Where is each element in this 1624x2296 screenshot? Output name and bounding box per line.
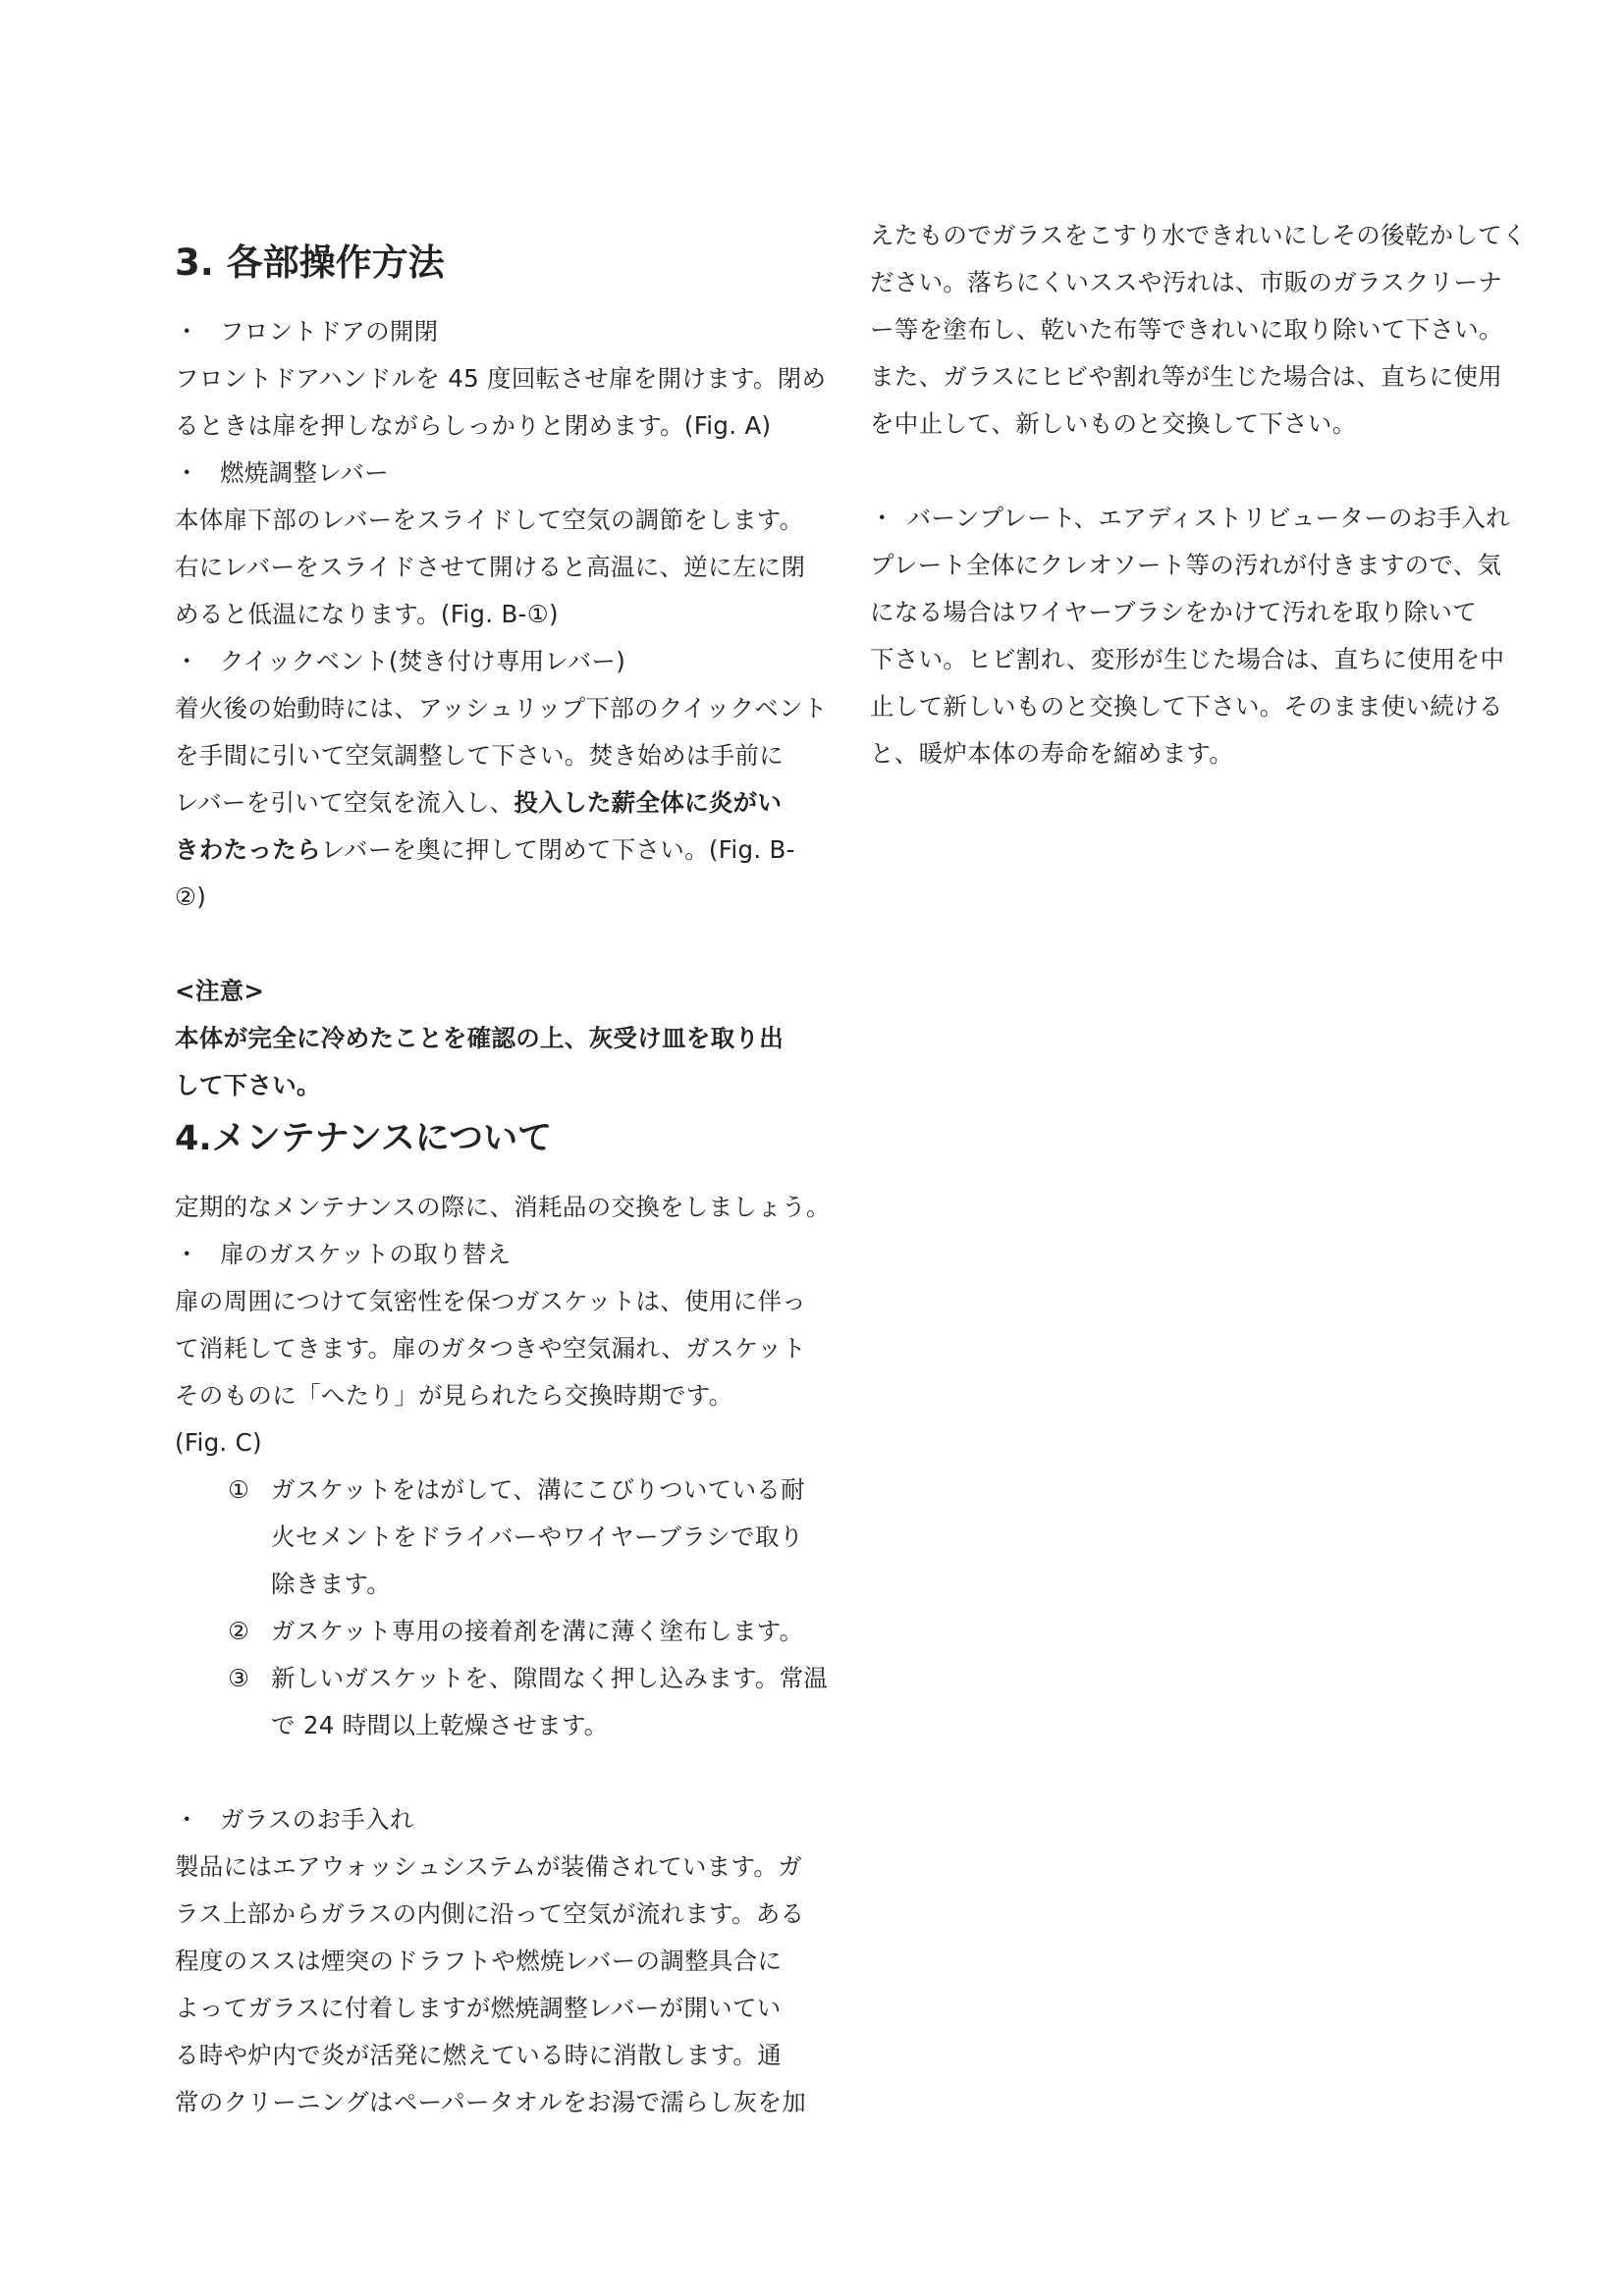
combustion-bullet [175,450,815,497]
glass-line-4: よってガラスに付着しますが燃焼調整レバーが開いてい [175,1994,782,2022]
step-number: ③ [228,1664,250,1692]
maintenance-intro: 定期的なメンテナンスの際に、消耗品の交換をしましょう。 [175,1193,831,1221]
combustion-line-1: 本体扉下部のレバーをスライドして空気の調節をします。 [175,506,804,534]
bullet-mark: ・ [175,317,199,346]
caution-line-2: して下さい。 [175,1071,321,1099]
step-3-line-2: で 24 時間以上乾燥させます。 [271,1711,609,1739]
gasket-line-2: て消耗してきます。扉のガタつきや空気漏れ、ガスケット [175,1334,807,1362]
quick-vent-line-3 [175,779,815,827]
glass-bullet [175,1796,815,1843]
quick-vent-line-5: ②) [175,882,207,911]
glass-cont-line-3: ー等を塗布し、乾いた布等できれいに取り除いて下さい。 [870,315,1503,344]
combustion-line-2: 右にレバーをスライドさせて開けると高温に、逆に左に閉 [175,553,806,581]
step-3-line-1: 新しいガスケットを、隙間なく押し込みます。常温 [271,1664,829,1692]
spacer [175,1749,815,1796]
glass-cont-line-2: ださい。落ちにくいススや汚れは、市販のガラスクリーナ [870,268,1503,296]
right-column [870,212,1527,777]
glass-line-2: ラス上部からガラスの内側に沿って空気が流れます。ある [175,1899,805,1928]
quick-vent-title: クイックベント(焚き付け専用レバー) [220,647,626,675]
front-door-line-1: フロントドアハンドルを 45 度回転させ扉を開けます。閉め [175,364,827,393]
bullet-mark: ・ [175,1240,199,1268]
step-2-line-1: ガスケット専用の接着剤を溝に薄く塗布します。 [271,1617,804,1645]
quick-vent-line-2: を手間に引いて空気調整して下さい。焚き始めは手前に [175,741,784,770]
gasket-line-4: (Fig. C) [175,1428,262,1457]
bullet-mark: ・ [175,458,199,487]
burn-plate-line-1: プレート全体にクレオソート等の汚れが付きますので、気 [870,551,1502,579]
glass-line-5: る時や炉内で炎が活発に燃えている時に消散します。通 [175,2041,783,2069]
glass-line-1: 製品にはエアウォッシュシステムが装備されています。ガ [175,1852,802,1881]
quick-vent-line-1: 着火後の始動時には、アッシュリップ下部のクイックベント [175,694,828,722]
gasket-step-1 [175,1467,815,1608]
quick-vent-line-3-bold: 投入した薪全体に炎がい [514,788,783,817]
glass-line-3: 程度のススは煙突のドラフトや燃焼レバーの調整具合に [175,1947,783,1975]
combustion-line-3: めると低温になります。(Fig. B-①) [175,600,559,628]
left-column [175,216,831,2126]
burn-plate-line-5: と、暖炉本体の寿命を縮めます。 [870,739,1234,768]
step-1-line-1: ガスケットをはがして、溝にこびりついている耐 [271,1475,805,1504]
step-1-line-2: 火セメントをドライバーやワイヤーブラシで取り [271,1522,804,1551]
section-4-heading: 4.メンテナンスについて [175,1119,553,1158]
quick-vent-bullet [175,638,815,685]
spacer [870,448,1510,495]
combustion-title: 燃焼調整レバー [220,458,389,487]
quick-vent-line-4 [175,827,815,874]
section-3-heading: 3. 各部操作方法 [175,241,445,284]
glass-cont-line-1: えたものでガラスをこすり水できれいにしその後乾かしてく [870,221,1527,249]
quick-vent-line-4-bold: きわたったら [175,835,321,864]
glass-title: ガラスのお手入れ [220,1805,414,1834]
quick-vent-line-3-normal: レバーを引いて空気を流入し、 [175,788,514,817]
burn-plate-bullet [870,495,1510,542]
gasket-line-3: そのものに「へたり」が見られたら交換時期です。 [175,1381,733,1410]
bullet-mark: ・ [870,504,894,532]
caution-title: <注意> [175,977,265,1005]
glass-cont-line-5: を中止して、新しいものと交換して下さい。 [870,409,1357,438]
step-number: ② [228,1617,250,1645]
front-door-title: フロントドアの開閉 [220,317,439,346]
gasket-title: 扉のガスケットの取り替え [220,1240,512,1268]
quick-vent-line-4-normal: レバーを奥に押して閉めて下さい。(Fig. B- [320,835,795,864]
burn-plate-line-2: になる場合はワイヤーブラシをかけて汚れを取り除いて [870,598,1478,626]
gasket-bullet [175,1231,815,1278]
front-door-line-2: るときは扉を押しながらしっかりと閉めます。(Fig. A) [175,411,772,440]
glass-line-6: 常のクリーニングはペーパータオルをお湯で濡らし灰を加 [175,2088,807,2116]
burn-plate-line-3: 下さい。ヒビ割れ、変形が生じた場合は、直ちに使用を中 [870,645,1505,673]
bullet-mark: ・ [175,647,199,675]
burn-plate-line-4: 止して新しいものと交換して下さい。そのまま使い続ける [870,692,1503,721]
front-door-bullet [175,308,815,355]
glass-cont-line-4: また、ガラスにヒビや割れ等が生じた場合は、直ちに使用 [870,362,1503,391]
burn-plate-title: バーンプレート、エアディストリビューターのお手入れ [906,504,1510,532]
bullet-mark: ・ [175,1805,199,1834]
step-1-line-3: 除きます。 [271,1570,392,1598]
caution-line-1: 本体が完全に冷めたことを確認の上、灰受け皿を取り出 [175,1024,784,1052]
gasket-step-3 [175,1655,829,1749]
step-number: ① [228,1475,250,1504]
spacer [175,921,815,968]
gasket-step-2 [175,1608,815,1655]
gasket-line-1: 扉の周囲につけて気密性を保つガスケットは、使用に伴っ [175,1287,807,1315]
